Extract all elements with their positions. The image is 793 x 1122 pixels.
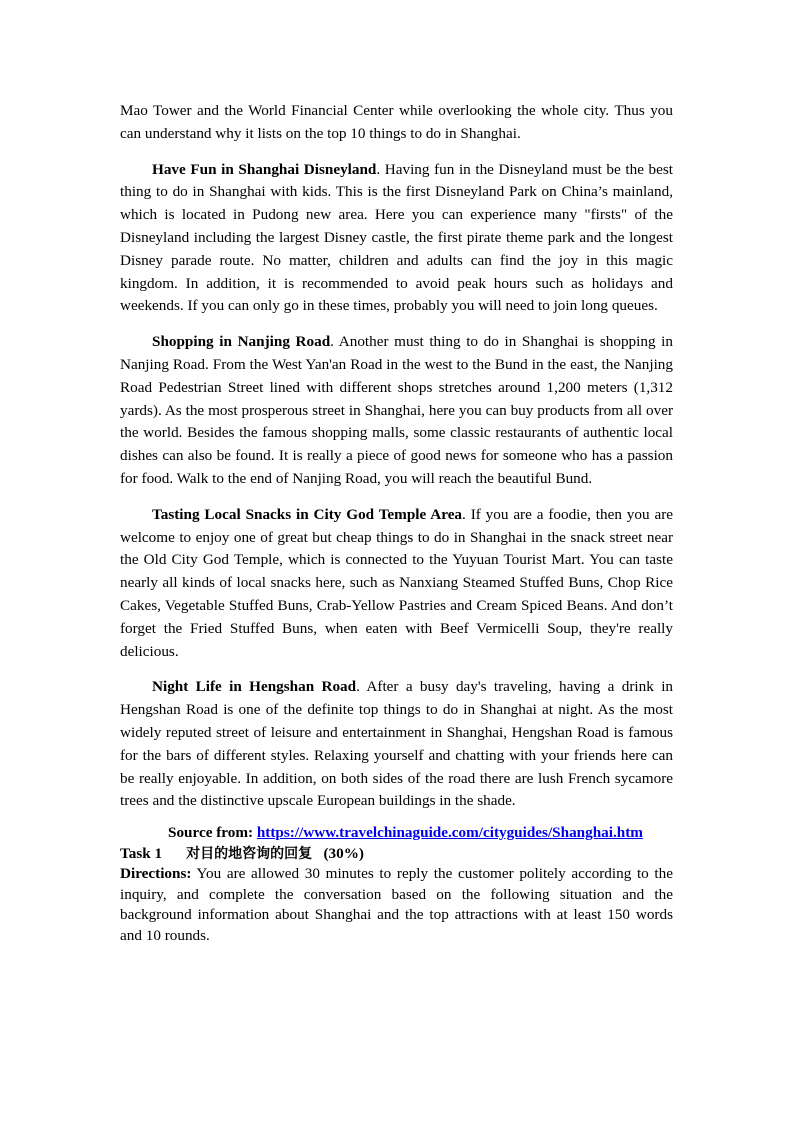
source-line [120, 822, 673, 843]
task-heading [120, 844, 673, 864]
paragraph-text: . Another must thing to do in Shanghai is shopping in Nanjing Road. From the West Yan'an Road in the west to the Bund in the east, the Nanjing Road Pedestrian Street lined with different shops stretches around 1,200 meters (1,312 yards). As the most prosperous street in Shanghai, here you can buy products from all over the world. Besides the famous shopping malls, some classic restaurants of authentic local dishes can also be found. It is really a piece of good news for someone who has a passion for food. Walk to the end of Nanjing Road, you will reach the beautiful Bund. [120, 333, 673, 487]
task-label: Task 1 [120, 845, 163, 863]
paragraph-heading: Tasting Local Snacks in City God Temple Area [152, 505, 463, 523]
directions-paragraph [120, 864, 673, 946]
directions-text: You are allowed 30 minutes to reply the customer politely according to the inquiry, and complete the conversation based on the following situation and the background information about Shanghai and the top attractions with at least 150 words and 10 rounds. [120, 865, 673, 944]
paragraph-heading: Have Fun in Shanghai Disneyland [152, 160, 377, 178]
paragraph-disneyland [120, 159, 673, 319]
paragraph-heading: Shopping in Nanjing Road [152, 333, 331, 351]
document-page [120, 100, 673, 946]
paragraph-text: . If you are a foodie, then you are welcome to enjoy one of great but cheap things to do in Shanghai in the snack street near the Old City God Temple, which is connected to the Yuyuan Tourist Mart. You can taste nearly all kinds of local snacks here, such as Nanxiang Steamed Stuffed Buns, Chop Rice Cakes, Vegetable Stuffed Buns, Crab-Yellow Pastries and Cream Spiced Beans. And don’t forget the Fried Stuffed Buns, when eaten with Beef Vermicelli Soup, they're really delicious. [120, 505, 673, 660]
task-title-cn: 对目的地咨询的回复 [186, 846, 313, 863]
directions-label: Directions: [120, 865, 192, 883]
paragraph-text: . After a busy day's traveling, having a drink in Hengshan Road is one of the definite top things to do in Shanghai at night. As the most widely reputed street of leisure and entertainment in Shanghai, Hengshan Road is famous for the bars of different styles. Relaxing yourself and chatting with your friends here can be really enjoyable. In addition, on both sides of the road there are lush French sycamore trees and the distinctive upscale European buildings in the shade. [120, 678, 674, 810]
paragraph-nanjing-road [120, 331, 673, 491]
paragraph-heading: Night Life in Hengshan Road [152, 678, 357, 696]
paragraph-hengshan-road [120, 676, 673, 813]
source-label: Source from: [168, 824, 257, 842]
source-link[interactable]: https://www.travelchinaguide.com/cityguides/Shanghai.htm [256, 824, 643, 842]
paragraph-city-god-temple [120, 504, 673, 664]
paragraph-text: . Having fun in the Disneyland must be the best thing to do in Shanghai with kids. This is the first Disneyland Park on China’s mainland, which is located in Pudong new area. Here you can experience many "firsts" of the Disneyland including the largest Disney castle, the first pirate theme park and the longest Disney parade route. No matter, children and adults can find the joy in this magic kingdom. In addition, it is recommended to avoid peak hours such as holidays and weekends. If you can only go in these times, probably you will need to join long queues. [120, 160, 674, 315]
paragraph-intro [120, 100, 673, 146]
paragraph-text: Mao Tower and the World Financial Center while overlooking the whole city. Thus you can understand why it lists on the top 10 things to do in Shanghai. [120, 102, 673, 142]
task-weight: (30%) [323, 845, 364, 863]
